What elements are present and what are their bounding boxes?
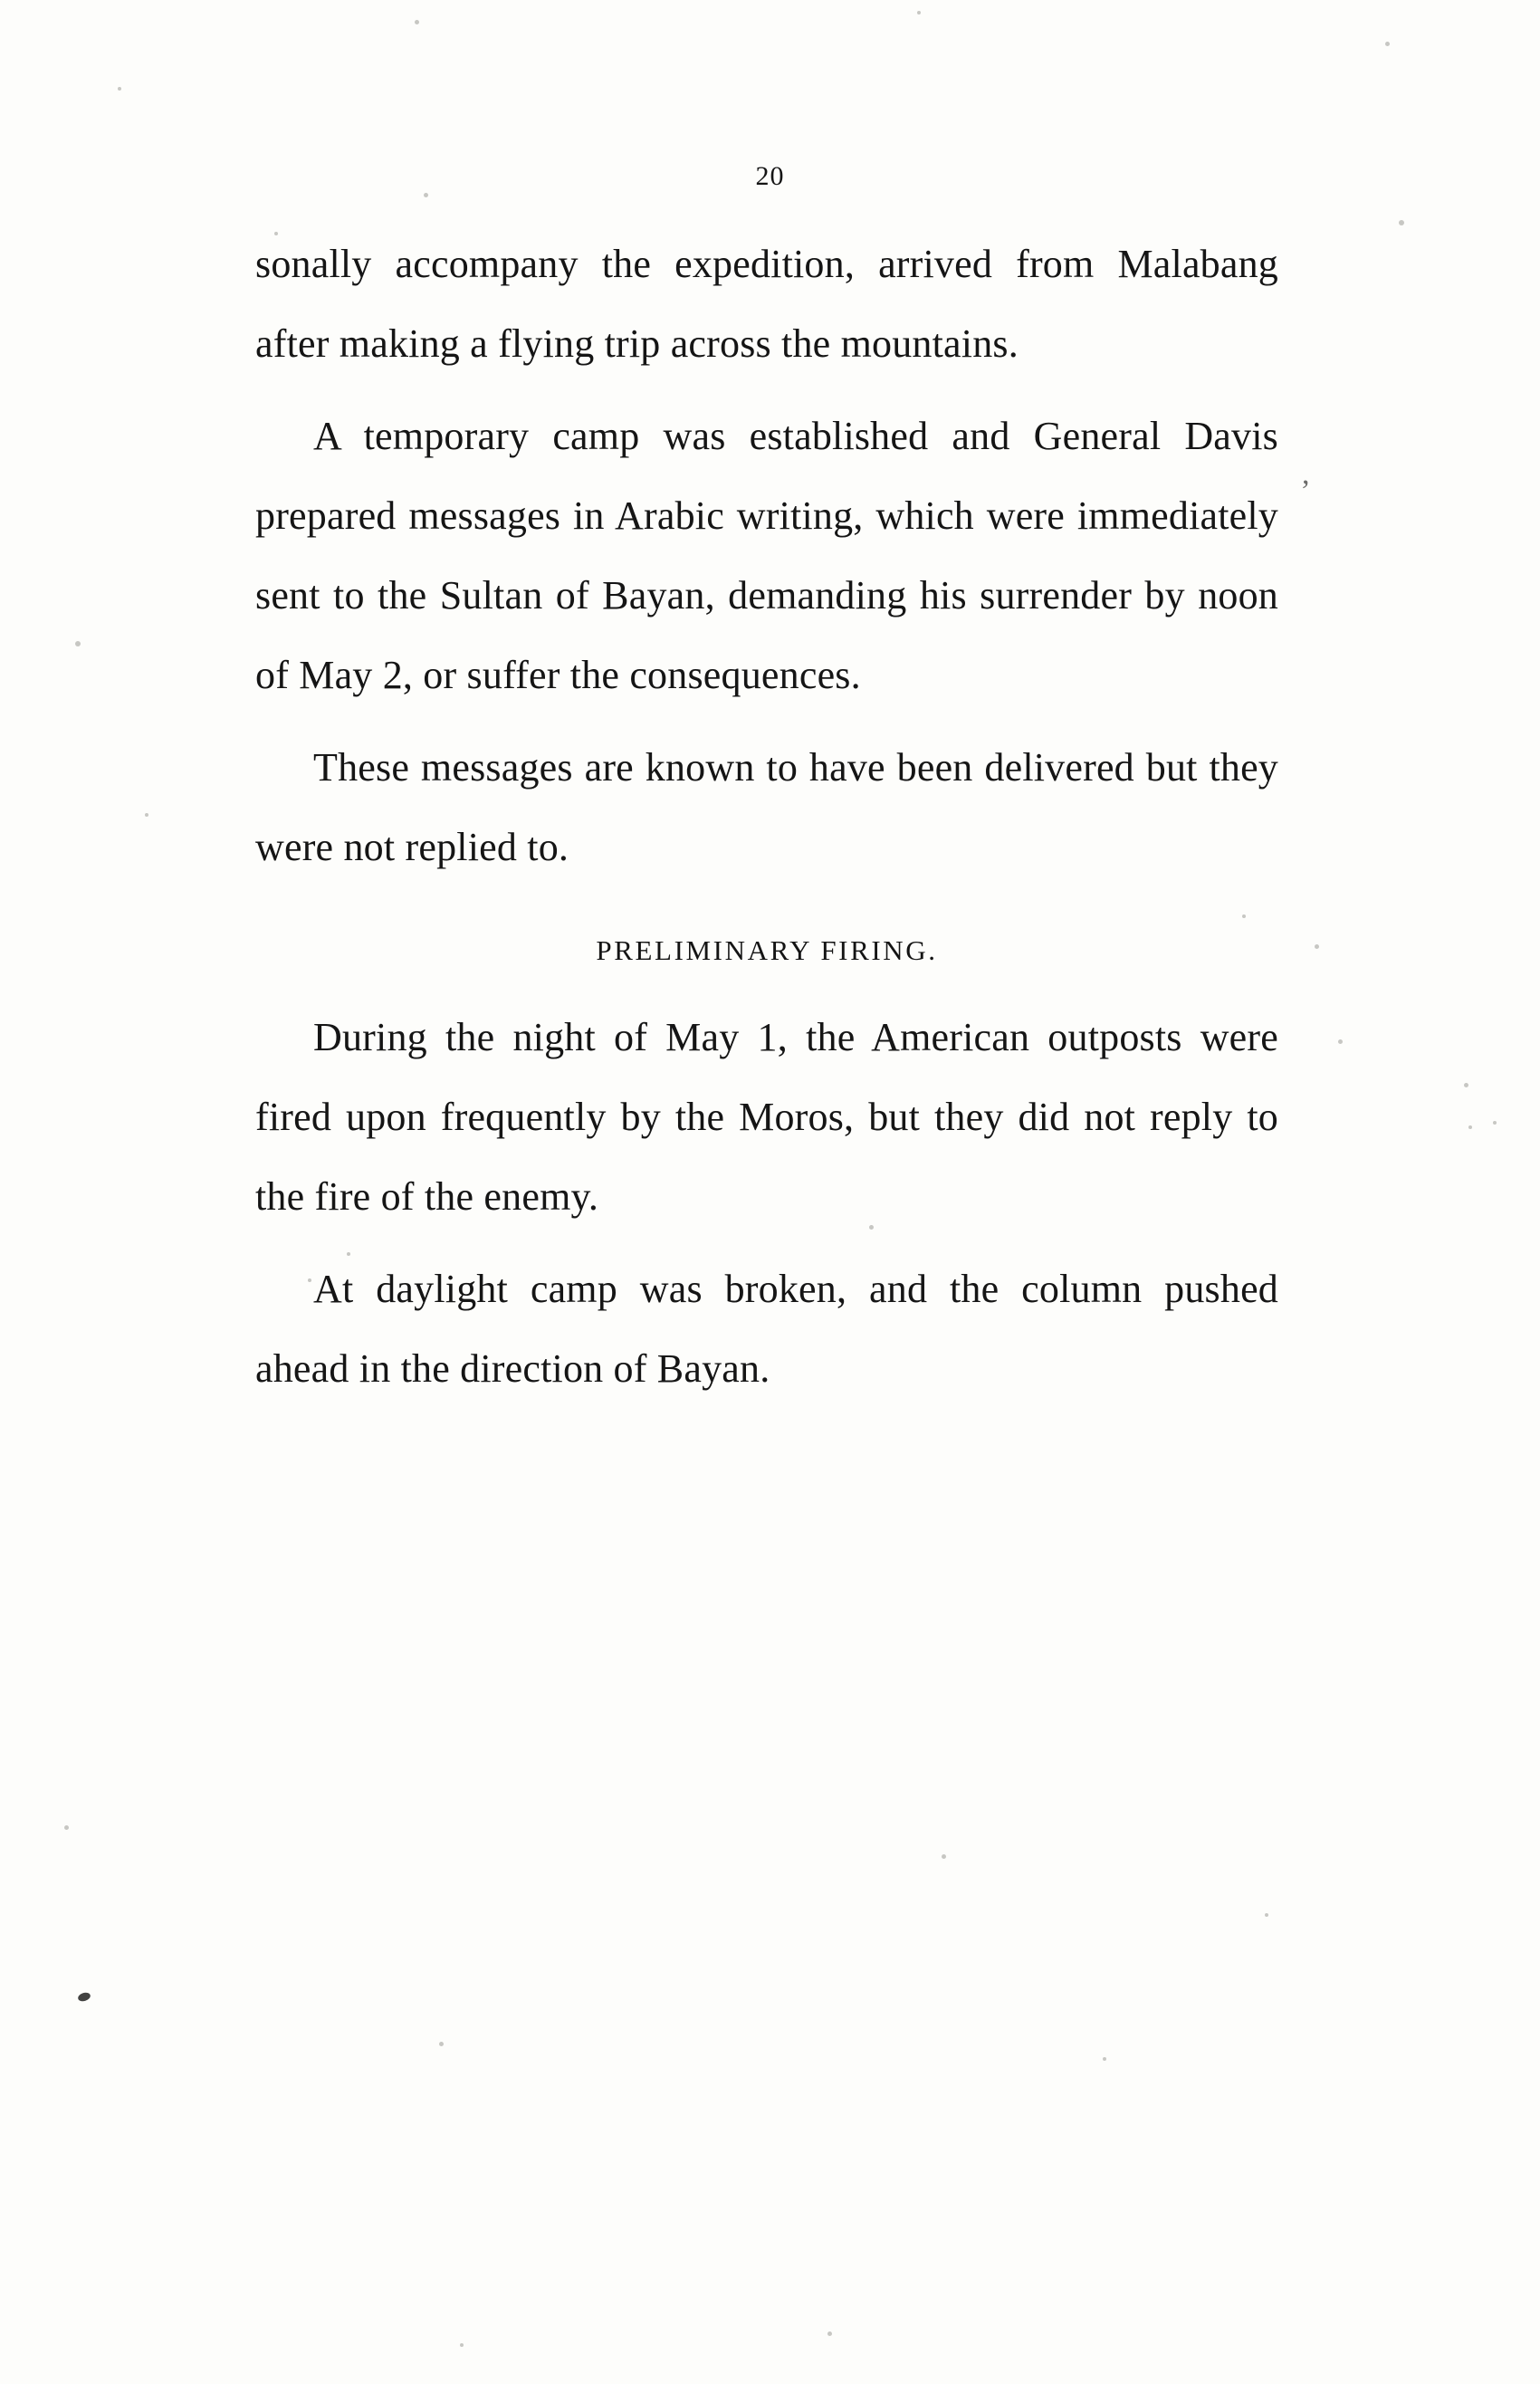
scan-speck — [827, 2331, 832, 2336]
paragraph: A temporary camp was established and General Davis prepared messages in Arabic writing, which were immediately sent to the Sultan of Bayan, demanding his surrender by noon of May 2, or suffer the consequences. — [255, 414, 1278, 697]
scan-speck — [1493, 1121, 1497, 1125]
paragraph: These messages are known to have been delivered but they were not replied to. — [255, 745, 1278, 869]
scan-speck — [75, 641, 81, 646]
scan-speck — [1464, 1083, 1468, 1087]
scan-speck — [460, 2343, 464, 2347]
scan-speck — [424, 193, 428, 197]
scan-speck — [1103, 2057, 1106, 2061]
scan-speck — [1385, 42, 1390, 46]
ink-blot — [77, 1991, 91, 2003]
scan-speck — [1338, 1039, 1343, 1044]
scan-speck — [917, 11, 921, 14]
scan-speck — [1315, 944, 1319, 949]
scan-speck — [1242, 914, 1246, 918]
scan-speck — [869, 1225, 874, 1230]
scan-speck — [1468, 1125, 1472, 1129]
paragraph: sonally accompany the expedition, arrived from Malabang after making a flying trip across the mountains. — [255, 242, 1278, 366]
stray-comma-mark: , — [1302, 457, 1310, 491]
scan-speck — [118, 87, 121, 91]
body-text — [255, 225, 1278, 1422]
paragraph: During the night of May 1, the American outposts were fired upon frequently by the Moros, but they did not reply to the fire of the enemy. — [255, 1015, 1278, 1219]
scan-speck — [439, 2042, 444, 2046]
scan-speck — [145, 813, 148, 817]
page-number: 20 — [755, 161, 785, 191]
scan-speck — [274, 232, 278, 235]
scan-speck — [308, 1278, 311, 1282]
scan-speck — [942, 1854, 946, 1859]
scan-speck — [64, 1825, 69, 1830]
scan-speck — [1399, 220, 1404, 225]
paragraph: At daylight camp was broken, and the column pushed ahead in the direction of Bayan. — [255, 1267, 1278, 1391]
section-heading: PRELIMINARY FIRING. — [596, 934, 938, 966]
scan-speck — [415, 20, 419, 24]
scan-speck — [347, 1252, 350, 1256]
scan-speck — [1265, 1913, 1268, 1917]
